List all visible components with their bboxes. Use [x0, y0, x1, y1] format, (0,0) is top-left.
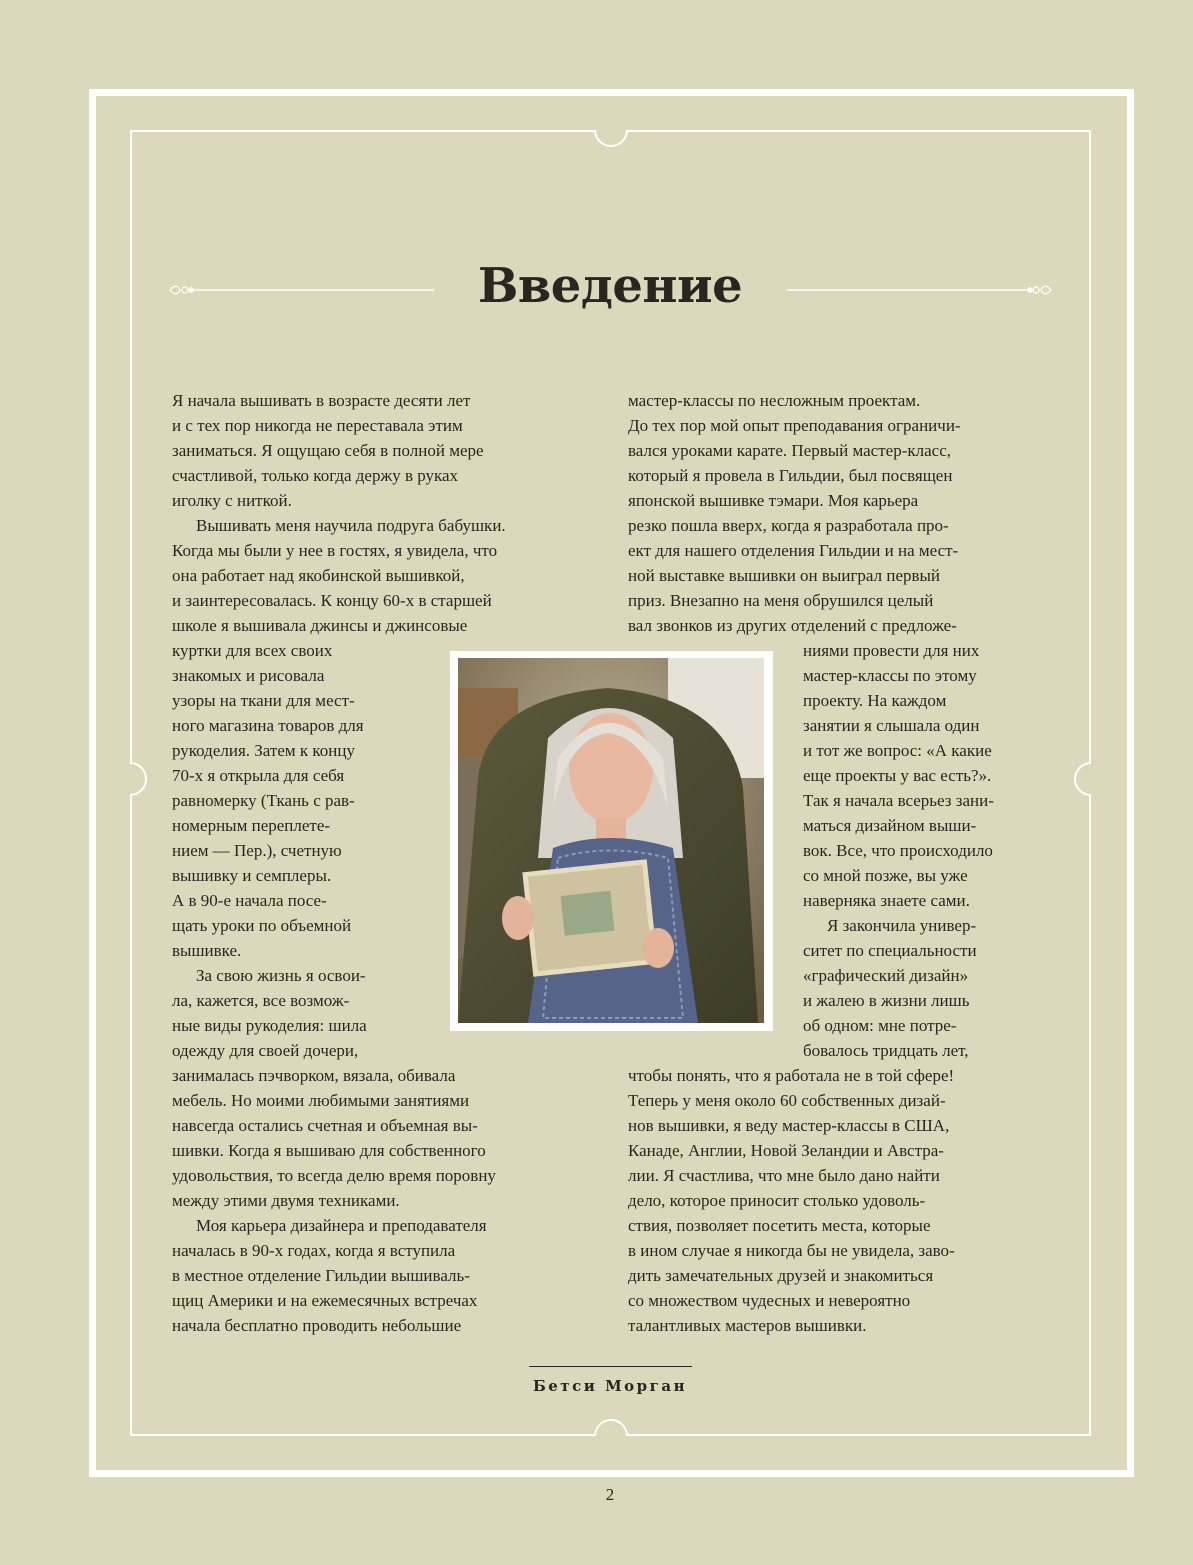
text-line: ниями провести для них — [803, 641, 980, 660]
text-line: Я начала вышивать в возрасте десяти лет — [172, 391, 471, 410]
text-line: наверняка знаете сами. — [803, 891, 970, 910]
author-photo — [458, 658, 764, 1023]
text-line: мебель. Но моими любимыми занятиями — [172, 1091, 470, 1110]
text-line: вал звонков из других отделений с предложе- — [628, 616, 957, 635]
text-line: Так я начала всерьез зани- — [803, 791, 994, 810]
text-line: чтобы понять, что я работала не в той сфере! — [628, 1066, 955, 1085]
text-line: который я провела в Гильдии, был посвящен — [628, 466, 953, 485]
text-line: и с тех пор никогда не переставала этим — [172, 416, 463, 435]
text-line: За свою жизнь я освои- — [196, 966, 366, 985]
text-line: Моя карьера дизайнера и преподавателя — [196, 1216, 487, 1235]
text-line: в местное отделение Гильдии вышиваль- — [172, 1266, 470, 1285]
text-line: равномерку (Ткань с рав- — [172, 791, 355, 810]
text-line: вался уроками карате. Первый мастер-класс, — [628, 441, 951, 460]
text-line: А в 90-е начала посе- — [172, 891, 327, 910]
text-line: школе я вышивала джинсы и джинсовые — [172, 616, 468, 635]
text-line: и заинтересовалась. К концу 60-х в старшей — [172, 591, 492, 610]
title-ornament-right — [787, 283, 1053, 297]
text-line: со мной позже, вы уже — [803, 866, 968, 885]
text-line: занималась пэчворком, вязала, обивала — [172, 1066, 456, 1085]
page-number: 2 — [605, 1485, 615, 1504]
text-line: ной выставке вышивки он выиграл первый — [628, 566, 941, 585]
text-column-right-narrow — [803, 638, 994, 1063]
text-line: мастер-классы по этому — [803, 666, 977, 685]
text-line: талантливых мастеров вышивки. — [628, 1316, 867, 1335]
text-line: маться дизайном выши- — [803, 816, 977, 835]
text-line: иголку с ниткой. — [172, 491, 292, 510]
text-column-right-bottom — [628, 1063, 955, 1338]
text-line: Я закончила универ- — [827, 916, 977, 935]
text-line: началась в 90-х годах, когда я вступила — [172, 1241, 456, 1260]
text-line: дело, которое приносит столько удоволь- — [628, 1191, 926, 1210]
text-line: ствия, позволяет посетить места, которые — [628, 1216, 931, 1235]
text-line: «графический дизайн» — [803, 966, 969, 985]
text-line: между этими двумя техниками. — [172, 1191, 400, 1210]
text-line: ла, кажется, все возмож- — [172, 991, 350, 1010]
text-line: в ином случае я никогда бы не увидела, заво- — [628, 1241, 955, 1260]
text-line: нием — Пер.), счетную — [172, 841, 342, 860]
text-line: щать уроки по объемной — [172, 916, 352, 935]
text-line: и тот же вопрос: «А какие — [803, 741, 992, 760]
text-line: Когда мы были у нее в гостях, я увидела, что — [172, 541, 498, 560]
text-line: щиц Америки и на ежемесячных встречах — [172, 1291, 478, 1310]
text-line: приз. Внезапно на меня обрушился целый — [628, 591, 934, 610]
text-line: еще проекты у вас есть?». — [803, 766, 992, 785]
text-line: мастер-классы по несложным проектам. — [628, 391, 921, 410]
text-line: занятии я слышала один — [803, 716, 980, 735]
text-line: Вышивать меня научила подруга бабушки. — [196, 516, 506, 535]
author-signature: Бетси Морган — [532, 1377, 688, 1395]
text-line: 70-х я открыла для себя — [172, 766, 345, 785]
text-line: бовалось тридцать лет, — [803, 1041, 969, 1060]
text-line: вышивке. — [172, 941, 242, 960]
page-title: Введение — [477, 258, 743, 314]
text-line: рукоделия. Затем к концу — [172, 741, 355, 760]
text-line: ситет по специальности — [803, 941, 977, 960]
text-line: нов вышивки, я веду мастер-классы в США, — [628, 1116, 950, 1135]
text-line: заниматься. Я ощущаю себя в полной мере — [172, 441, 484, 460]
text-line: ект для нашего отделения Гильдии и на мест- — [628, 541, 959, 560]
text-line: Канаде, Англии, Новой Зеландии и Австра- — [628, 1141, 944, 1160]
text-line: вышивку и семплеры. — [172, 866, 332, 885]
text-line: счастливой, только когда держу в руках — [172, 466, 459, 485]
text-line: дить замечательных друзей и знакомиться — [628, 1266, 934, 1285]
text-line: и жалею в жизни лишь — [803, 991, 970, 1010]
text-line: со множеством чудесных и невероятно — [628, 1291, 911, 1310]
text-line: ного магазина товаров для — [172, 716, 364, 735]
text-line: об одном: мне потре- — [803, 1016, 957, 1035]
text-line: одежду для своей дочери, — [172, 1041, 359, 1060]
text-line: она работает над якобинской вышивкой, — [172, 566, 465, 585]
text-line: Теперь у меня около 60 собственных дизай- — [628, 1091, 946, 1110]
text-line: номерным переплете- — [172, 816, 331, 835]
text-line: начала бесплатно проводить небольшие — [172, 1316, 462, 1335]
text-line: знакомых и рисовала — [172, 666, 325, 685]
text-line: удовольствия, то всегда делю время поровну — [172, 1166, 496, 1185]
text-line: До тех пор мой опыт преподавания ограничи- — [628, 416, 961, 435]
text-column-right-top — [628, 388, 961, 638]
text-line: куртки для всех своих — [172, 641, 333, 660]
text-line: ные виды рукоделия: шила — [172, 1016, 367, 1035]
text-line: вок. Все, что происходило — [803, 841, 993, 860]
text-line: резко пошла вверх, когда я разработала про- — [628, 516, 949, 535]
text-line: узоры на ткани для мест- — [172, 691, 355, 710]
text-line: японской вышивке тэмари. Моя карьера — [628, 491, 919, 510]
signature-rule — [529, 1366, 692, 1367]
text-line: лии. Я счастлива, что мне было дано найти — [628, 1166, 940, 1185]
text-line: шивки. Когда я вышиваю для собственного — [172, 1141, 486, 1160]
text-line: навсегда остались счетная и объемная вы- — [172, 1116, 478, 1135]
text-line: проекту. На каждом — [803, 691, 947, 710]
title-ornament-left — [168, 283, 434, 297]
